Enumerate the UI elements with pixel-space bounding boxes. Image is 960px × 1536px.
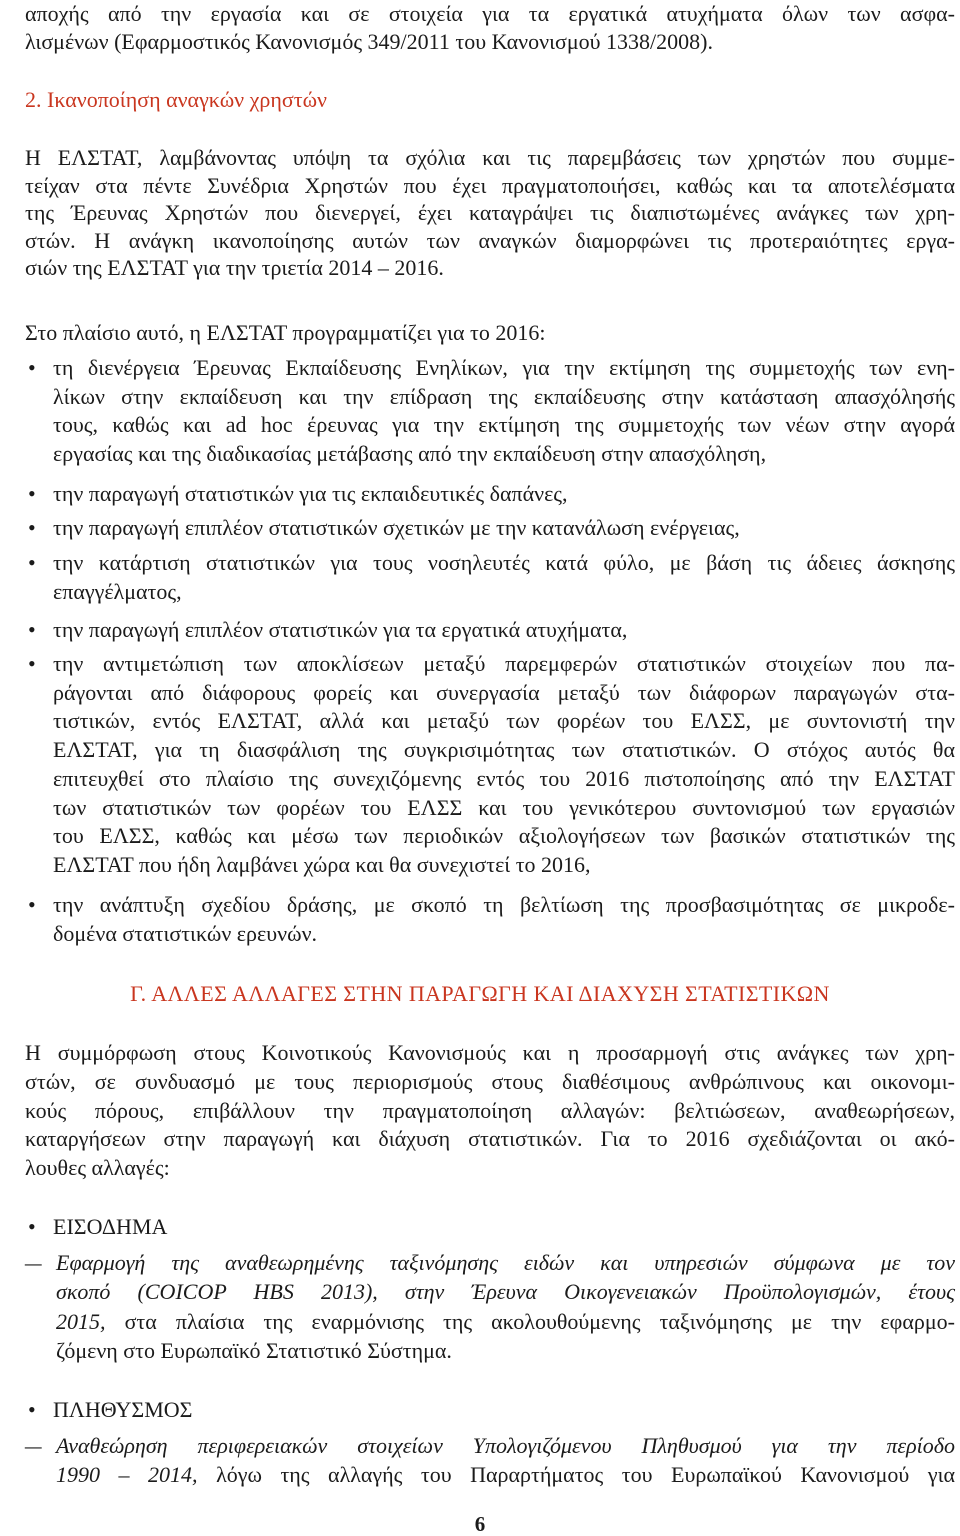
text-line: δομένα στατιστικών ερευνών. xyxy=(53,920,318,946)
text-line: λισμένων (Εφαρμοστικός Κανονισμός 349/2011 του Κανονισμού 1338/2008). xyxy=(25,28,713,54)
text-line: την κατάρτιση στατιστικών για τους νοσηλευτές κατά φύλο, με βάση τις άδειες άσκησης xyxy=(53,550,955,575)
text-line xyxy=(56,1431,955,1460)
text-line xyxy=(56,1277,955,1306)
text-line: την αντιμετώπιση των αποκλίσεων μεταξύ παρεμφερών στατιστικών στοιχείων που πα- xyxy=(53,651,955,676)
text-line xyxy=(56,1307,955,1336)
text-line: την παραγωγή στατιστικών για τις εκπαιδευτικές δαπάνες, xyxy=(53,481,568,506)
bullet-item xyxy=(25,650,955,880)
italic-text: σκοπό (COICOP HBS 2013), στην Έρευνα Οικογενειακών Προϋπολογισμών, έτους xyxy=(56,1279,955,1305)
change-item xyxy=(25,1431,955,1490)
text-line: Η συμμόρφωση στους Κοινοτικούς Κανονισμούς και η προσαρμογή στις ανάγκες των χρη- xyxy=(25,1040,955,1065)
bullet-marker: • xyxy=(28,515,36,540)
intro-paragraph xyxy=(25,0,955,55)
paragraph xyxy=(25,144,955,282)
text-line: την ανάπτυξη σχεδίου δράσης, με σκοπό τη βελτίωση της προσβασιμότητας σε μικροδε- xyxy=(53,892,955,917)
text-line: των στατιστικών των φορέων του ΕΛΣΣ και του γενικότερου συντονισμού των εργασιών xyxy=(53,794,955,820)
text-line: τείχαν στα πέντε Συνέδρια Χρηστών που έχει πραγματοποιήσει, καθώς και τα αποτελέσματα xyxy=(25,172,955,198)
bullet-marker: • xyxy=(28,1397,36,1422)
text-line: στών. Η ανάγκη ικανοποίησης αυτών των αναγκών διαμορφώνει τις προτεραιότητες εργα- xyxy=(25,227,955,253)
text-line xyxy=(56,1248,955,1277)
bullet-marker: • xyxy=(28,617,36,642)
text-line: καταργήσεων στην παραγωγή και διάχυση στατιστικών. Για το 2016 σχεδιάζονται οι ακό- xyxy=(25,1126,955,1152)
topic-bullet xyxy=(25,1396,955,1424)
italic-text: 1990 – 2014, xyxy=(56,1462,198,1488)
section-heading: 2. Ικανοποίηση αναγκών χρηστών xyxy=(25,87,328,112)
text-line xyxy=(56,1336,955,1365)
bullet-marker: • xyxy=(28,892,36,917)
topic-title: ΕΙΣΟΔΗΜΑ xyxy=(53,1214,168,1239)
regular-text: ζόμενη στο Ευρωπαϊκό Στατιστικό Σύστημα. xyxy=(56,1337,452,1363)
bullet-item xyxy=(25,549,955,606)
text-line: επαγγέλματος, xyxy=(53,578,182,604)
bullet-marker: • xyxy=(28,355,36,380)
text-line: τη διενέργεια Έρευνας Εκπαίδευσης Ενηλίκων, για την εκτίμηση της συμμετοχής των ενη- xyxy=(53,355,955,380)
text-line: την παραγωγή επιπλέον στατιστικών για τα εργατικά ατυχήματα, xyxy=(53,617,628,642)
topic-title: ΠΛΗΘΥΣΜΟΣ xyxy=(53,1397,193,1422)
topic-bullet xyxy=(25,1213,955,1241)
italic-text: Αναθεώρηση περιφερειακών στοιχείων Υπολογιζόμενου Πληθυσμού για την περίοδο xyxy=(56,1433,955,1458)
text-line: σιών της ΕΛΣΤΑΤ για την τριετία 2014 – 2016. xyxy=(25,255,444,281)
bullet-item xyxy=(25,891,955,948)
bullet-marker: • xyxy=(28,550,36,575)
italic-text: 2015, xyxy=(56,1308,106,1334)
text-line: του ΕΛΣΣ, καθώς και μέσω των περιοδικών αξιολογήσεων των βασικών στατιστικών της xyxy=(53,823,955,849)
lead-sentence: Στο πλαίσιο αυτό, η ΕΛΣΤΑΤ προγραμματίζει για το 2016: xyxy=(25,320,546,345)
bullet-item xyxy=(25,514,955,543)
section-heading: Γ. ΑΛΛΕΣ ΑΛΛΑΓΕΣ ΣΤΗΝ ΠΑΡΑΓΩΓΗ ΚΑΙ ΔΙΑΧΥΣΗ ΣΤΑΤΙΣΤΙΚΩΝ xyxy=(130,981,830,1006)
dash-marker: – xyxy=(25,1433,42,1458)
text-line: ράγονται από διάφορους φορείς και συνεργασία μεταξύ των διάφορων παραγωγών στα- xyxy=(53,679,955,705)
text-line: της Έρευνας Χρηστών που διενεργεί, έχει καταγράψει τις διαπιστωμένες ανάγκες των χρη- xyxy=(25,200,955,226)
text-line: ΕΛΣΤΑΤ που ήδη λαμβάνει χώρα και θα συνεχιστεί το 2016, xyxy=(53,851,591,877)
text-line xyxy=(56,1460,955,1489)
dash-marker: – xyxy=(25,1250,42,1275)
bullet-marker: • xyxy=(28,651,36,676)
bullet-item xyxy=(25,354,955,469)
bullet-item xyxy=(25,616,955,645)
text-line: επιτευχθεί στο πλαίσιο της συνεχιζόμενης εντός του 2016 πιστοποίησης από την ΕΛΣΤΑΤ xyxy=(53,765,955,791)
text-line: τιστικών, εντός ΕΛΣΤΑΤ, αλλά και μεταξύ των φορέων του ΕΛΣΣ, με συντονιστή την xyxy=(53,708,955,734)
bullet-marker: • xyxy=(28,1214,36,1239)
page-number: 6 xyxy=(474,1512,486,1536)
text-line: εργασίας και της διαδικασίας μετάβασης από την εκπαίδευση στην απασχόληση, xyxy=(53,441,767,467)
text-line: λουθες αλλαγές: xyxy=(25,1155,170,1180)
change-item xyxy=(25,1248,955,1365)
text-line: Η ΕΛΣΤΑΤ, λαμβάνοντας υπόψη τα σχόλια και τις παρεμβάσεις των χρηστών που συμμε- xyxy=(25,145,955,170)
text-line: λίκων στην εκπαίδευση και την επίδραση της εκπαίδευσης στην κατάσταση απασχόλησής xyxy=(53,383,955,409)
regular-text: λόγω της αλλαγής του Παραρτήματος του Ευρωπαϊκού Κανονισμού για xyxy=(216,1462,956,1488)
text-line: στών, σε συνδυασμό με τους περιορισμούς στους διαθέσιμους ανθρώπινους και οικονομι- xyxy=(25,1068,955,1094)
text-line: ΕΛΣΤΑΤ, για τη διασφάλιση της συγκρισιμότητας των στατιστικών. Ο στόχος αυτός θα xyxy=(53,737,955,763)
paragraph xyxy=(25,1039,955,1183)
text-line: την παραγωγή επιπλέον στατιστικών σχετικών με την κατανάλωση ενέργειας, xyxy=(53,515,740,540)
bullet-marker: • xyxy=(28,481,36,506)
text-line: τους, καθώς και ad hoc έρευνας για την εκτίμηση της συμμετοχής των νέων στην αγορά xyxy=(53,412,955,438)
text-line: κούς πόρους, επιβάλλουν την πραγματοποίηση αλλαγών: βελτιώσεων, αναθεωρήσεων, xyxy=(25,1097,955,1123)
regular-text: στα πλαίσια της εναρμόνισης της ακολουθούμενης ταξινόμησης με την εφαρμο- xyxy=(124,1308,955,1334)
italic-text: Εφαρμογή της αναθεωρημένης ταξινόμησης ειδών και υπηρεσιών σύμφωνα με τον xyxy=(56,1250,955,1275)
bullet-item xyxy=(25,480,955,509)
text-line: αποχής από την εργασία και σε στοιχεία για τα εργατικά ατυχήματα όλων των ασφα- xyxy=(25,1,955,26)
